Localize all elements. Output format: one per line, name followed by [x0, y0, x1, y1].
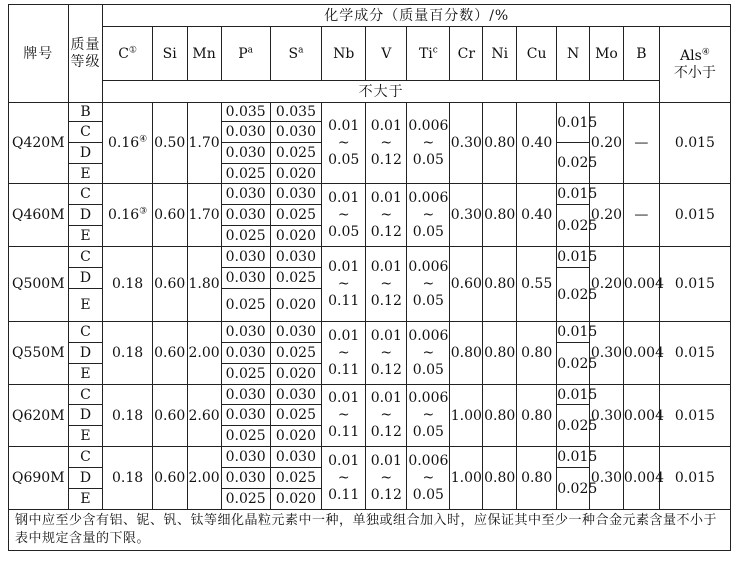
element-symbol-b: B: [636, 45, 647, 62]
quality-q460m-e: E: [68, 226, 103, 247]
c-value-q690m: [103, 447, 152, 510]
composition-title: 化学成分（质量百分数）/%: [103, 5, 731, 27]
p-value-q500m-d: 0.030: [221, 268, 270, 289]
v-max-q460m: 0.12: [370, 223, 402, 240]
quality-header-line2: 等级: [70, 53, 101, 70]
ti-tilde-q690m: ~: [422, 469, 435, 486]
nb-min-q550m: 0.01: [328, 327, 360, 344]
quality-q550m-c: C: [68, 322, 103, 343]
cr-value-q550m: 0.80: [450, 322, 483, 385]
n-value-q500m-lower: 0.025: [557, 268, 590, 322]
ni-value-q500m: 0.80: [483, 247, 517, 322]
v-min-q620m: 0.01: [370, 390, 402, 406]
element-header-ni: [483, 27, 517, 81]
header-row-limit: [9, 81, 731, 103]
s-value-q550m-e: 0.020: [270, 364, 321, 385]
nb-max-q500m: 0.11: [328, 292, 360, 309]
quality-q690m-c: C: [68, 447, 103, 468]
nb-min-q620m: 0.01: [328, 390, 360, 406]
v-range-q460m: [366, 184, 407, 247]
quality-q460m-c: C: [68, 184, 103, 205]
quality-q690m-e: E: [68, 489, 103, 510]
nb-tilde-q550m: ~: [337, 344, 350, 361]
element-symbol-si: Si: [162, 45, 177, 62]
ti-range-q460m: [407, 184, 450, 247]
element-header-c: [103, 27, 152, 81]
si-value-q500m: 0.60: [152, 247, 187, 322]
b-value-q500m: 0.004: [623, 247, 659, 322]
element-header-p: [221, 27, 270, 81]
cu-value-q420m: 0.40: [517, 103, 557, 184]
quality-q550m-d: D: [68, 343, 103, 364]
b-value-q620m: 0.004: [623, 385, 659, 447]
v-range-q620m: [366, 385, 407, 447]
p-value-q420m-b: 0.035: [221, 103, 270, 122]
element-header-si: [152, 27, 187, 81]
s-value-q420m-d: 0.025: [270, 143, 321, 164]
cr-value-q620m: 1.00: [450, 385, 483, 447]
b-value-q550m: 0.004: [623, 322, 659, 385]
v-tilde-q690m: ~: [380, 469, 393, 486]
cu-value-q460m: 0.40: [517, 184, 557, 247]
ti-min-q690m: 0.006: [408, 452, 449, 469]
si-value-q620m: 0.60: [152, 385, 187, 447]
nb-range-q460m: [322, 184, 366, 247]
mn-value-q460m: 1.70: [187, 184, 221, 247]
element-symbol-v: V: [381, 45, 392, 62]
cr-value-q690m: 1.00: [450, 447, 483, 510]
n-value-q420m-lower: 0.025: [557, 143, 590, 184]
v-tilde-q550m: ~: [380, 344, 393, 361]
ni-value-q690m: 0.80: [483, 447, 517, 510]
element-symbol-s: S: [288, 45, 299, 62]
table-row: [9, 322, 731, 343]
element-footnote-c: ①: [128, 44, 137, 55]
als-footnote-mark: ④: [701, 46, 710, 57]
als-value-q550m: 0.015: [659, 322, 730, 385]
si-value-q550m: 0.60: [152, 322, 187, 385]
grade-header: 牌号: [9, 5, 69, 103]
als-value-q620m: 0.015: [659, 385, 730, 447]
nb-range-q500m: [322, 247, 366, 322]
ti-range-q420m: [407, 103, 450, 184]
s-value-q460m-c: 0.030: [270, 184, 321, 205]
si-value-q420m: 0.50: [152, 103, 187, 184]
p-value-q620m-e: 0.025: [221, 426, 270, 447]
ti-min-q550m: 0.006: [408, 327, 449, 344]
ti-min-q460m: 0.006: [408, 189, 449, 206]
element-symbol-ni: Ni: [491, 45, 509, 62]
table-row: [9, 447, 731, 468]
s-value-q620m-c: 0.030: [270, 385, 321, 405]
element-header-ti: [407, 27, 450, 81]
p-value-q500m-c: 0.030: [221, 247, 270, 268]
ti-min-q500m: 0.006: [408, 258, 449, 275]
v-tilde-q620m: ~: [380, 407, 393, 423]
p-value-q550m-c: 0.030: [221, 322, 270, 343]
cr-value-q420m: 0.30: [450, 103, 483, 184]
s-value-q620m-e: 0.020: [270, 426, 321, 447]
als-value-q690m: 0.015: [659, 447, 730, 510]
c-value-q420m: [103, 103, 152, 184]
p-value-q690m-c: 0.030: [221, 447, 270, 468]
cu-value-q500m: 0.55: [517, 247, 557, 322]
c-value-q460m: [103, 184, 152, 247]
n-value-q620m-upper: 0.015: [557, 386, 598, 403]
mn-value-q690m: 2.00: [187, 447, 221, 510]
v-range-q420m: [366, 103, 407, 184]
not-more-than-label: 不大于: [103, 81, 659, 103]
ti-max-q690m: 0.05: [412, 486, 444, 503]
quality-q420m-e: E: [68, 164, 103, 184]
s-value-q690m-d: 0.025: [270, 468, 321, 489]
v-range-q690m: [366, 447, 407, 510]
nb-max-q620m: 0.11: [328, 424, 360, 440]
v-tilde-q420m: ~: [380, 134, 393, 151]
element-symbol-ti: Ti: [418, 45, 433, 62]
element-header-mn: [187, 27, 221, 81]
c-value-q500m: [103, 247, 152, 322]
n-value-q500m-upper: 0.015: [557, 247, 590, 268]
p-value-q620m-c: 0.030: [221, 385, 270, 405]
cr-value-q460m: 0.30: [450, 184, 483, 247]
v-min-q460m: 0.01: [370, 189, 402, 206]
si-value-q690m: 0.60: [152, 447, 187, 510]
als-not-less-than: 不小于: [673, 64, 716, 81]
nb-max-q460m: 0.05: [328, 223, 360, 240]
grade-q420m: Q420M: [9, 103, 69, 184]
element-header-mo: [590, 27, 624, 81]
element-symbol-p: P: [238, 45, 248, 62]
ti-min-q420m: 0.006: [408, 117, 449, 134]
p-value-q620m-d: 0.030: [221, 405, 270, 426]
ti-tilde-q550m: ~: [422, 344, 435, 361]
mo-value-q500m: 0.20: [590, 247, 624, 322]
mn-value-q420m: 1.70: [187, 103, 221, 184]
footnote-text: 钢中应至少含有铝、铌、钒、钛等细化晶粒元素中一种，单独或组合加入时，应保证其中至少一种合金元素含量不小于表中规定含量的下限。: [9, 510, 731, 551]
table-row: [9, 385, 731, 405]
element-symbol-n: N: [566, 45, 580, 62]
ti-max-q460m: 0.05: [412, 223, 444, 240]
v-range-q500m: [366, 247, 407, 322]
grade-q500m: Q500M: [9, 247, 69, 322]
s-value-q550m-d: 0.025: [270, 343, 321, 364]
p-value-q460m-d: 0.030: [221, 205, 270, 226]
p-value-q550m-e: 0.025: [221, 364, 270, 385]
quality-q460m-d: D: [68, 205, 103, 226]
v-min-q500m: 0.01: [370, 258, 402, 275]
nb-tilde-q620m: ~: [337, 407, 350, 423]
header-row-title: [9, 5, 731, 27]
ni-value-q550m: 0.80: [483, 322, 517, 385]
c-number-q460m: 0.16: [107, 207, 140, 223]
grade-q620m: Q620M: [9, 385, 69, 447]
p-value-q460m-c: 0.030: [221, 184, 270, 205]
element-symbol-mo: Mo: [595, 45, 618, 62]
element-footnote-s: a: [298, 44, 304, 55]
nb-range-q690m: [322, 447, 366, 510]
s-value-q460m-e: 0.020: [270, 226, 321, 247]
element-footnote-p: a: [247, 44, 254, 55]
n-value-q550m-upper: 0.015: [557, 322, 590, 343]
ti-range-q500m: [407, 247, 450, 322]
table-row: [9, 103, 731, 122]
v-max-q550m: 0.12: [370, 361, 402, 378]
quality-q500m-c: C: [68, 247, 103, 268]
ti-max-q550m: 0.05: [412, 361, 444, 378]
s-value-q550m-c: 0.030: [270, 322, 321, 343]
element-header-v: [366, 27, 407, 81]
s-value-q690m-c: 0.030: [270, 447, 321, 468]
b-value-q690m: 0.004: [623, 447, 659, 510]
cu-value-q550m: 0.80: [517, 322, 557, 385]
grade-q690m: Q690M: [9, 447, 69, 510]
p-value-q460m-e: 0.025: [221, 226, 270, 247]
c-number-q620m: 0.18: [112, 407, 144, 424]
p-value-q420m-e: 0.025: [221, 164, 270, 184]
element-symbol-mn: Mn: [192, 45, 216, 62]
s-value-q420m-b: 0.035: [270, 103, 321, 122]
nb-max-q550m: 0.11: [328, 361, 360, 378]
element-header-als: [659, 27, 730, 103]
quality-q620m-d: D: [68, 405, 103, 426]
s-value-q420m-c: 0.030: [270, 122, 321, 143]
n-value-q420m-upper: 0.015: [557, 103, 590, 143]
mo-value-q550m: 0.30: [590, 322, 624, 385]
ti-tilde-q420m: ~: [422, 134, 435, 151]
s-value-q620m-d: 0.025: [270, 405, 321, 426]
ti-tilde-q460m: ~: [422, 206, 435, 223]
mo-value-q620m: 0.30: [590, 385, 624, 447]
p-value-q690m-e: 0.025: [221, 489, 270, 510]
cr-value-q500m: 0.60: [450, 247, 483, 322]
c-number-q420m: 0.16: [107, 135, 140, 151]
b-value-q460m: —: [623, 184, 659, 247]
s-value-q500m-e: 0.020: [270, 289, 321, 322]
als-value-q420m: 0.015: [659, 103, 730, 184]
nb-tilde-q420m: ~: [337, 134, 350, 151]
quality-q550m-e: E: [68, 364, 103, 385]
element-symbol-nb: Nb: [333, 45, 355, 62]
v-max-q620m: 0.12: [370, 424, 402, 440]
element-header-cu: [517, 27, 557, 81]
c-number-q550m: 0.18: [112, 345, 144, 361]
ti-range-q550m: [407, 322, 450, 385]
nb-min-q500m: 0.01: [328, 258, 360, 275]
v-min-q420m: 0.01: [370, 117, 402, 134]
n-value-q690m-upper: 0.015: [557, 447, 590, 468]
v-min-q550m: 0.01: [370, 327, 402, 344]
element-header-s: [270, 27, 321, 81]
mn-value-q550m: 2.00: [187, 322, 221, 385]
nb-range-q620m: [322, 385, 366, 447]
mn-value-q620m: 2.60: [187, 385, 221, 447]
n-value-q550m-lower: 0.025: [557, 343, 590, 385]
mo-value-q690m: 0.30: [590, 447, 624, 510]
quality-header: [68, 5, 103, 103]
p-value-q420m-d: 0.030: [221, 143, 270, 164]
p-value-q500m-e: 0.025: [221, 289, 270, 322]
mo-value-q460m: 0.20: [590, 184, 624, 247]
n-value-q460m-lower: 0.025: [557, 205, 590, 247]
p-value-q550m-d: 0.030: [221, 343, 270, 364]
nb-range-q420m: [322, 103, 366, 184]
v-tilde-q500m: ~: [380, 275, 393, 292]
grade-q460m: Q460M: [9, 184, 69, 247]
s-value-q500m-d: 0.025: [270, 268, 321, 289]
table-row: [9, 184, 731, 205]
grade-q550m: Q550M: [9, 322, 69, 385]
nb-tilde-q500m: ~: [337, 275, 350, 292]
ni-value-q620m: 0.80: [483, 385, 517, 447]
ti-tilde-q500m: ~: [422, 275, 435, 292]
p-value-q420m-c: 0.030: [221, 122, 270, 143]
ti-range-q690m: [407, 447, 450, 510]
mn-value-q500m: 1.80: [187, 247, 221, 322]
c-footnote-q420m: ④: [139, 134, 148, 145]
v-max-q500m: 0.12: [370, 292, 402, 309]
ti-tilde-q620m: ~: [422, 407, 435, 423]
chemical-composition-table-wrapper: [8, 4, 731, 551]
footnote-row: [9, 510, 731, 551]
cu-value-q620m: 0.80: [517, 385, 557, 447]
s-value-q500m-c: 0.030: [270, 247, 321, 268]
b-value-q420m: —: [623, 103, 659, 184]
p-value-q690m-d: 0.030: [221, 468, 270, 489]
element-symbol-cr: Cr: [457, 45, 476, 62]
s-value-q690m-e: 0.020: [270, 489, 321, 510]
c-value-q620m: [103, 385, 152, 447]
als-value-q500m: 0.015: [659, 247, 730, 322]
ti-max-q500m: 0.05: [412, 292, 444, 309]
n-value-q460m-upper: 0.015: [557, 184, 590, 205]
ti-max-q620m: 0.05: [412, 424, 444, 440]
element-header-nb: [322, 27, 366, 81]
nb-tilde-q690m: ~: [337, 469, 350, 486]
quality-q620m-c: C: [68, 385, 103, 405]
ni-value-q460m: 0.80: [483, 184, 517, 247]
element-header-cr: [450, 27, 483, 81]
ti-min-q620m: 0.006: [408, 390, 449, 406]
v-min-q690m: 0.01: [370, 452, 402, 469]
chemical-composition-table: [8, 4, 731, 551]
c-value-q550m: [103, 322, 152, 385]
nb-min-q460m: 0.01: [328, 189, 360, 206]
nb-range-q550m: [322, 322, 366, 385]
s-value-q460m-d: 0.025: [270, 205, 321, 226]
element-header-b: [623, 27, 659, 81]
quality-header-line1: 质量: [70, 36, 101, 53]
element-symbol-als: Als④: [679, 46, 710, 64]
header-row-elements: [9, 27, 731, 81]
si-value-q460m: 0.60: [152, 184, 187, 247]
element-symbol-cu: Cu: [526, 45, 547, 62]
quality-q620m-e: E: [68, 426, 103, 447]
quality-q500m-d: D: [68, 268, 103, 289]
c-number-q690m: 0.18: [112, 470, 144, 486]
c-footnote-q460m: ③: [139, 206, 148, 217]
ni-value-q420m: 0.80: [483, 103, 517, 184]
quality-q420m-b: B: [68, 103, 103, 122]
nb-max-q690m: 0.11: [328, 486, 360, 503]
als-value-q460m: 0.015: [659, 184, 730, 247]
nb-tilde-q460m: ~: [337, 206, 350, 223]
quality-q420m-d: D: [68, 143, 103, 164]
c-number-q500m: 0.18: [112, 276, 144, 292]
s-value-q420m-e: 0.020: [270, 164, 321, 184]
element-symbol-c: C: [118, 45, 129, 62]
table-row: [9, 247, 731, 268]
ti-range-q620m: [407, 385, 450, 447]
n-value-q690m-lower: 0.025: [557, 468, 590, 510]
v-max-q420m: 0.12: [370, 151, 402, 168]
v-range-q550m: [366, 322, 407, 385]
v-tilde-q460m: ~: [380, 206, 393, 223]
v-max-q690m: 0.12: [370, 486, 402, 503]
quality-q420m-c: C: [68, 122, 103, 143]
nb-min-q420m: 0.01: [328, 117, 360, 134]
element-header-n: [557, 27, 590, 81]
mo-value-q420m: 0.20: [590, 103, 624, 184]
quality-q500m-e: E: [68, 289, 103, 322]
n-value-q620m-lower: 0.025: [557, 405, 590, 447]
ti-max-q420m: 0.05: [412, 151, 444, 168]
cu-value-q690m: 0.80: [517, 447, 557, 510]
element-footnote-ti: c: [432, 44, 438, 55]
nb-min-q690m: 0.01: [328, 452, 360, 469]
quality-q690m-d: D: [68, 468, 103, 489]
nb-max-q420m: 0.05: [328, 151, 360, 168]
